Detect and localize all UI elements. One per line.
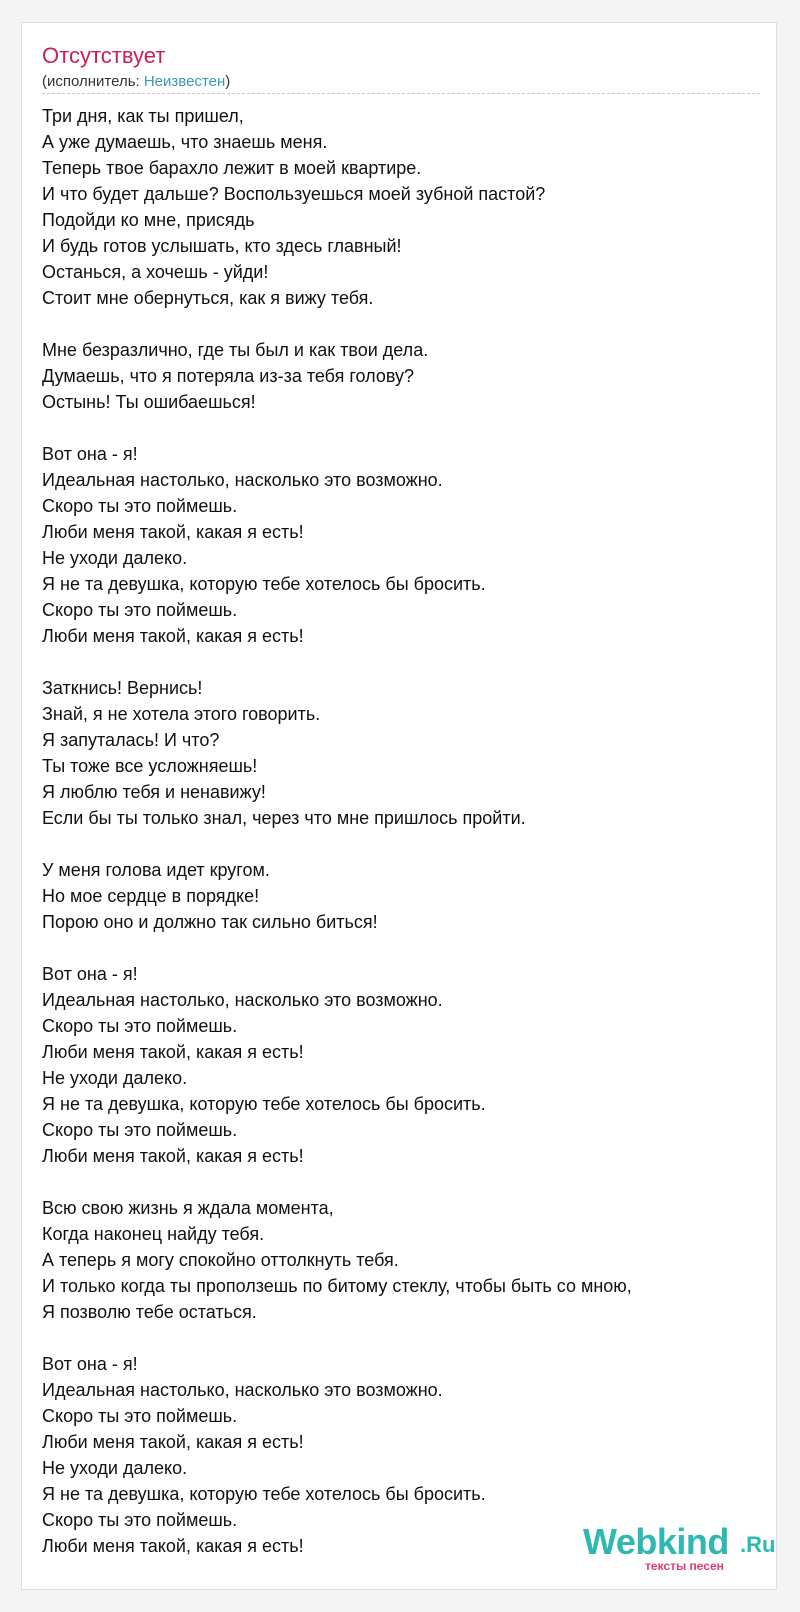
lyric-line: Вот она - я! xyxy=(42,964,138,984)
lyric-line: Люби меня такой, какая я есть! xyxy=(42,626,304,646)
lyric-line: Идеальная настолько, насколько это возможно. xyxy=(42,470,443,490)
lyric-line: Остынь! Ты ошибаешься! xyxy=(42,392,256,412)
stanza-gap xyxy=(42,1169,762,1195)
lyric-line: И будь готов услышать, кто здесь главный! xyxy=(42,236,402,256)
lyric-line: Скоро ты это поймешь. xyxy=(42,1016,238,1036)
lyric-line: Когда наконец найду тебя. xyxy=(42,1224,265,1244)
logo-wordmark: Webkind xyxy=(583,1521,729,1562)
artist-prefix: (исполнитель: xyxy=(42,73,144,90)
webkind-logo[interactable] xyxy=(583,1521,776,1574)
lyric-line: Порою оно и должно так сильно биться! xyxy=(42,912,378,932)
artist-line xyxy=(42,73,230,90)
lyrics-card xyxy=(21,22,777,1590)
lyric-line: Люби меня такой, какая я есть! xyxy=(42,1042,304,1062)
lyric-line: Три дня, как ты пришел, xyxy=(42,106,244,126)
lyric-line: Люби меня такой, какая я есть! xyxy=(42,1146,304,1166)
lyric-line: Если бы ты только знал, через что мне пришлось пройти. xyxy=(42,808,526,828)
lyric-line: У меня голова идет кругом. xyxy=(42,860,270,880)
stanza-gap xyxy=(42,649,762,675)
lyric-line: Люби меня такой, какая я есть! xyxy=(42,522,304,542)
lyric-line: Стоит мне обернуться, как я вижу тебя. xyxy=(42,288,374,308)
lyric-line: Я позволю тебе остаться. xyxy=(42,1302,257,1322)
lyric-line: Не уходи далеко. xyxy=(42,548,188,568)
lyric-line: Я люблю тебя и ненавижу! xyxy=(42,782,266,802)
lyric-line: Не уходи далеко. xyxy=(42,1458,188,1478)
lyric-line: Знай, я не хотела этого говорить. xyxy=(42,704,321,724)
lyric-line: Я запуталась! И что? xyxy=(42,730,220,750)
stanza-gap xyxy=(42,311,762,337)
lyric-line: Думаешь, что я потеряла из-за тебя голову? xyxy=(42,366,415,386)
lyric-line: А уже думаешь, что знаешь меня. xyxy=(42,132,328,152)
song-title: Отсутствует xyxy=(42,43,166,68)
header-divider xyxy=(42,93,760,94)
lyric-line: И что будет дальше? Воспользуешься моей зубной пастой? xyxy=(42,184,546,204)
logo-tagline: тексты песен xyxy=(645,1559,724,1573)
lyric-line: Идеальная настолько, насколько это возможно. xyxy=(42,990,443,1010)
stanza-gap xyxy=(42,415,762,441)
lyric-line: Скоро ты это поймешь. xyxy=(42,1406,238,1426)
artist-link[interactable]: Неизвестен xyxy=(143,73,226,90)
lyric-line: А теперь я могу спокойно оттолкнуть тебя. xyxy=(42,1250,399,1270)
stanza-gap xyxy=(42,935,762,961)
lyric-line: Всю свою жизнь я ждала момента, xyxy=(42,1198,334,1218)
lyric-line: Я не та девушка, которую тебе хотелось бы бросить. xyxy=(42,574,486,594)
lyric-line: Вот она - я! xyxy=(42,444,138,464)
stanza-gap xyxy=(42,1325,762,1351)
stanza-gap xyxy=(42,831,762,857)
lyric-line: Ты тоже все усложняешь! xyxy=(42,756,258,776)
lyric-line: Скоро ты это поймешь. xyxy=(42,496,238,516)
lyric-line: Скоро ты это поймешь. xyxy=(42,1120,238,1140)
lyric-line: Люби меня такой, какая я есть! xyxy=(42,1536,304,1556)
lyric-line: Идеальная настолько, насколько это возможно. xyxy=(42,1380,443,1400)
lyric-line: Но мое сердце в порядке! xyxy=(42,886,260,906)
lyric-line: Скоро ты это поймешь. xyxy=(42,1510,238,1530)
logo-domain-suffix: .Ru xyxy=(740,1532,776,1557)
lyric-line: Заткнись! Вернись! xyxy=(42,678,203,698)
artist-suffix: ) xyxy=(225,73,231,90)
lyric-line: Не уходи далеко. xyxy=(42,1068,188,1088)
lyric-line: Теперь твое барахло лежит в моей квартире. xyxy=(42,158,422,178)
lyric-line: Я не та девушка, которую тебе хотелось бы бросить. xyxy=(42,1484,486,1504)
lyric-line: Мне безразлично, где ты был и как твои дела. xyxy=(42,340,429,360)
lyric-line: Останься, а хочешь - уйди! xyxy=(42,262,269,282)
lyric-line: Подойди ко мне, присядь xyxy=(42,210,255,230)
lyrics-body xyxy=(42,103,762,1559)
lyric-line: И только когда ты проползешь по битому стеклу, чтобы быть со мною, xyxy=(42,1276,632,1296)
lyric-line: Люби меня такой, какая я есть! xyxy=(42,1432,304,1452)
lyric-line: Скоро ты это поймешь. xyxy=(42,600,238,620)
lyric-line: Вот она - я! xyxy=(42,1354,138,1374)
lyric-line: Я не та девушка, которую тебе хотелось бы бросить. xyxy=(42,1094,486,1114)
